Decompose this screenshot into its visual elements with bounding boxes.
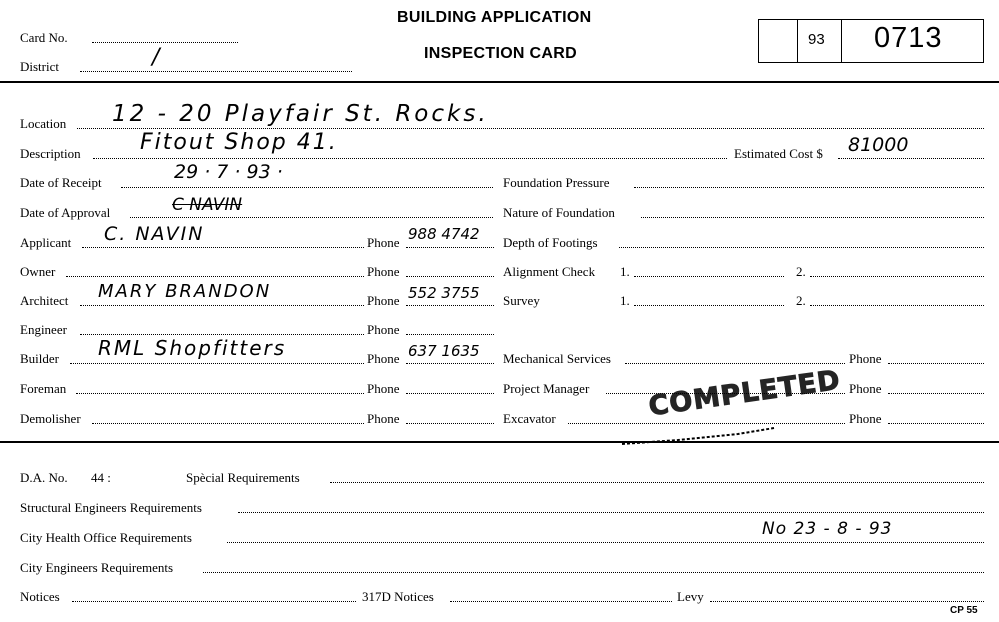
city-engineers-field[interactable] <box>203 572 984 573</box>
excavator-label: Excavator <box>503 411 556 426</box>
builder-phone-value: 637 1635 <box>408 342 480 360</box>
builder-field[interactable] <box>70 363 364 364</box>
applicant-value: C. NAVIN <box>104 223 205 245</box>
project-manager-label: Project Manager <box>503 381 590 396</box>
owner-phone-field[interactable] <box>406 276 494 277</box>
title-line-1: BUILDING APPLICATION <box>397 9 592 26</box>
mechanical-services-phone-field[interactable] <box>888 363 984 364</box>
special-requirements-field[interactable] <box>330 482 984 483</box>
survey-label: Survey <box>503 293 540 308</box>
project-manager-phone-label: Phone <box>849 381 882 396</box>
estimated-cost-field[interactable] <box>838 158 984 159</box>
city-engineers-label: City Engineers Requirements <box>20 560 174 575</box>
levy-label: Levy <box>677 589 704 604</box>
levy-field[interactable] <box>710 601 984 602</box>
owner-phone-label: Phone <box>367 264 400 279</box>
card-number-box <box>758 19 984 63</box>
foreman-phone-field[interactable] <box>406 393 494 394</box>
date-of-receipt-field[interactable] <box>121 187 493 188</box>
description-value: Fitout Shop 41. <box>140 130 338 155</box>
architect-field[interactable] <box>80 305 364 306</box>
builder-phone-label: Phone <box>367 351 400 366</box>
location-value: 12 - 20 Playfair St. Rocks. <box>112 101 489 127</box>
architect-value: MARY BRANDON <box>98 281 272 302</box>
builder-phone-field[interactable] <box>406 363 494 364</box>
mechanical-services-phone-label: Phone <box>849 351 882 366</box>
foreman-label: Foreman <box>20 381 67 396</box>
mechanical-services-field[interactable] <box>625 363 845 364</box>
location-field[interactable] <box>77 128 984 129</box>
foreman-phone-label: Phone <box>367 381 400 396</box>
mechanical-services-label: Mechanical Services <box>503 351 611 366</box>
special-requirements-label: Spècial Requirements <box>186 470 300 485</box>
owner-label: Owner <box>20 264 56 279</box>
completed-stamp: COMPLETED <box>646 364 843 423</box>
alignment-check-label: Alignment Check <box>503 264 596 279</box>
architect-phone-field[interactable] <box>406 305 494 306</box>
architect-phone-label: Phone <box>367 293 400 308</box>
alignment-check-num-1: 1. <box>620 264 630 279</box>
district-value: / <box>152 45 160 70</box>
demolisher-field[interactable] <box>92 423 364 424</box>
nature-of-foundation-field[interactable] <box>641 217 984 218</box>
structural-engineers-field[interactable] <box>238 512 984 513</box>
applicant-phone-label: Phone <box>367 235 400 250</box>
form-code: CP 55 <box>950 605 978 616</box>
applicant-phone-field[interactable] <box>406 247 494 248</box>
survey-num-2: 2. <box>796 293 806 308</box>
foreman-field[interactable] <box>76 393 364 394</box>
applicant-field[interactable] <box>82 247 364 248</box>
notices-317d-field[interactable] <box>450 601 672 602</box>
date-of-approval-value: C NAVIN <box>172 195 243 215</box>
engineer-field[interactable] <box>80 334 364 335</box>
alignment-check-field-1[interactable] <box>634 276 784 277</box>
survey-field-1[interactable] <box>634 305 784 306</box>
engineer-phone-field[interactable] <box>406 334 494 335</box>
stamp-smudge <box>618 424 778 450</box>
architect-phone-value: 552 3755 <box>408 284 480 302</box>
city-health-label: City Health Office Requirements <box>20 530 192 545</box>
notices-317d-label: 317D Notices <box>362 589 434 604</box>
excavator-phone-label: Phone <box>849 411 882 426</box>
location-label: Location <box>20 116 67 131</box>
card-no-field[interactable] <box>92 42 238 43</box>
demolisher-phone-label: Phone <box>367 411 400 426</box>
engineer-phone-label: Phone <box>367 322 400 337</box>
applicant-phone-value: 988 4742 <box>408 225 480 243</box>
notices-field[interactable] <box>72 601 356 602</box>
applicant-label: Applicant <box>20 235 72 250</box>
date-of-receipt-value: 29 · 7 · 93 · <box>174 161 283 183</box>
card-year: 93 <box>808 31 825 48</box>
estimated-cost-label: Estimated Cost $ <box>734 146 823 161</box>
alignment-check-field-2[interactable] <box>810 276 984 277</box>
depth-of-footings-label: Depth of Footings <box>503 235 598 250</box>
foundation-pressure-label: Foundation Pressure <box>503 175 610 190</box>
builder-value: RML Shopfitters <box>98 336 287 360</box>
survey-field-2[interactable] <box>810 305 984 306</box>
card-no-label: Card No. <box>20 30 68 45</box>
demolisher-label: Demolisher <box>20 411 81 426</box>
city-health-field[interactable] <box>227 542 984 543</box>
owner-field[interactable] <box>66 276 364 277</box>
description-label: Description <box>20 146 81 161</box>
builder-label: Builder <box>20 351 59 366</box>
estimated-cost-value: 81000 <box>848 134 909 156</box>
district-label: District <box>20 59 59 74</box>
title-line-2: INSPECTION CARD <box>424 45 577 62</box>
project-manager-phone-field[interactable] <box>888 393 984 394</box>
excavator-phone-field[interactable] <box>888 423 984 424</box>
description-field[interactable] <box>93 158 727 159</box>
district-field[interactable] <box>80 71 352 72</box>
section-rule <box>0 441 999 443</box>
structural-engineers-label: Structural Engineers Requirements <box>20 500 202 515</box>
engineer-label: Engineer <box>20 322 67 337</box>
nature-of-foundation-label: Nature of Foundation <box>503 205 615 220</box>
notices-label: Notices <box>20 589 60 604</box>
date-of-receipt-label: Date of Receipt <box>20 175 102 190</box>
da-no-value: 44 : <box>91 470 111 485</box>
city-health-value: No 23 - 8 - 93 <box>762 519 893 539</box>
date-of-approval-label: Date of Approval <box>20 205 111 220</box>
da-no-label: D.A. No. <box>20 470 68 485</box>
date-of-approval-field[interactable] <box>130 217 493 218</box>
foundation-pressure-field[interactable] <box>634 187 984 188</box>
depth-of-footings-field[interactable] <box>619 247 984 248</box>
survey-num-1: 1. <box>620 293 630 308</box>
header-rule <box>0 81 999 83</box>
alignment-check-num-2: 2. <box>796 264 806 279</box>
demolisher-phone-field[interactable] <box>406 423 494 424</box>
card-number: 0713 <box>874 22 943 54</box>
architect-label: Architect <box>20 293 69 308</box>
